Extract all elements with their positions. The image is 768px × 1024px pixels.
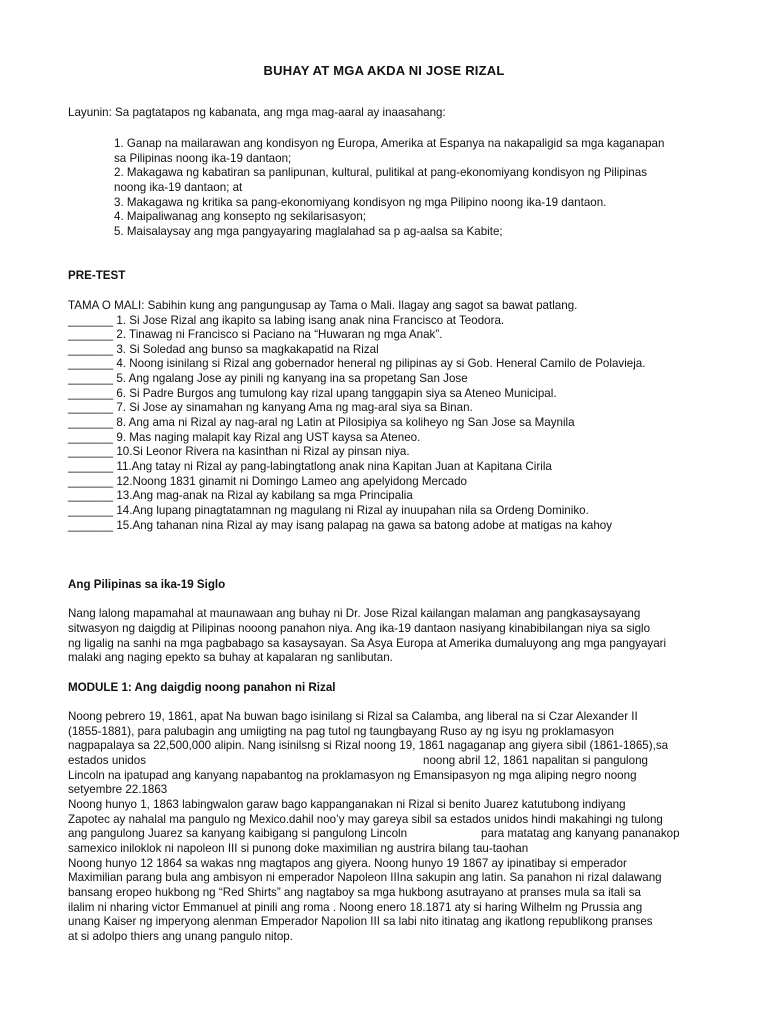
paragraph-line: Nang lalong mapamahal at maunawaan ang buhay ni Dr. Jose Rizal kailangan malaman ang pangkasaysayang: [68, 607, 641, 620]
paragraph-line: Noong pebrero 19, 1861, apat Na buwan bago isinilang si Rizal sa Calamba, ang liberal na si Czar Alexander II: [68, 710, 638, 723]
pretest-instructions: TAMA O MALI: Sabihin kung ang pangungusap ay Tama o Mali. Ilagay ang sagot sa bawat patlang.: [68, 299, 578, 312]
paragraph-line: sitwasyon ng daigdig at Pilipinas nooong panahon niya. Ang ika-19 dantaon nasiyang kinabibilangan niya sa siglo: [68, 622, 651, 635]
pretest-item: _______ 1. Si Jose Rizal ang ikapito sa labing isang anak nina Francisco at Teodora.: [68, 314, 505, 327]
pretest-item: _______ 5. Ang ngalang Jose ay pinili ng kanyang ina sa propetang San Jose: [68, 372, 468, 385]
paragraph-line: ang pangulong Juarez sa kanyang kaibigang si pangulong Lincoln: [68, 827, 408, 840]
paragraph-line: malaki ang naging epekto sa buhay at kapalaran ng sanlibutan.: [68, 651, 393, 664]
module-heading: MODULE 1: Ang daigdig noong panahon ni Rizal: [68, 681, 336, 694]
goal-line: 5. Maisalaysay ang mga pangyayaring maglalahad sa p ag-aalsa sa Kabite;: [114, 225, 503, 238]
paragraph-line: Zapotec ay nahalal ma pangulo ng Mexico.dahil noo’y may gareya sibil sa estados unidos hindi makahingi ng tulong: [68, 813, 663, 826]
paragraph-line: Noong hunyo 12 1864 sa wakas nng magtapos ang giyera. Noong hunyo 19 1867 ay ipinatibay si emperador: [68, 857, 627, 870]
paragraph-line: noong abril 12, 1861 napalitan si pangulong: [423, 754, 648, 767]
paragraph-line: estados unidos: [68, 754, 146, 767]
paragraph-line: unang Kaiser ng imperyong alenman Emperador Napolion III sa labi nito itinatag ang ikatlong republikong pranses: [68, 915, 653, 928]
goal-line: 3. Makagawa ng kritika sa pang-ekonomiyang kondisyon ng mga Pilipino noong ika-19 dantaon.: [114, 196, 607, 209]
goal-line: 2. Makagawa ng kabatiran sa panlipunan, kultural, pulitikal at pang-ekonomiyang kondisyon ng Pilipinas: [114, 166, 648, 179]
paragraph-line: ng ligalig na sanhi na mga pagbabago sa kasaysayan. Sa Asya Europa at Amerika dumaluyong ang mga pangyayari: [68, 637, 667, 650]
pretest-item: _______ 7. Si Jose ay sinamahan ng kanyang Ama ng mag-aral siya sa Binan.: [68, 401, 473, 414]
paragraph-line: (1855-1881), para palubagin ang umiigting na pag tutol ng taungbayang Ruso ay ng isyu ng proklamasyon: [68, 725, 614, 738]
pretest-item: _______ 9. Mas naging malapit kay Rizal ang UST kaysa sa Ateneo.: [68, 431, 421, 444]
pretest-item: _______ 10.Si Leonor Rivera na kasinthan ni Rizal ay pinsan niya.: [68, 445, 410, 458]
paragraph-line: Lincoln na ipatupad ang kanyang napabantog na proklamasyon ng Emansipasyon ng mga aliping negro noong: [68, 769, 637, 782]
layunin-intro: Layunin: Sa pagtatapos ng kabanata, ang mga mag-aaral ay inaasahang:: [68, 106, 446, 119]
paragraph-line: Noong hunyo 1, 1863 labingwalon garaw bago kappanganakan ni Rizal si benito Juarez katutubong indiyang: [68, 798, 626, 811]
paragraph-line: ilalim ni nharing victor Emmanuel at pinili ang roma . Noong enero 18.1871 aty si haring Wilhelm ng Prussia ang: [68, 901, 643, 914]
goal-line: sa Pilipinas noong ika-19 dantaon;: [114, 152, 292, 165]
pretest-heading: PRE-TEST: [68, 269, 126, 282]
paragraph-line: Maximilian parang bula ang ambisyon ni emperador Napoleon IIIna sakupin ang latin. Sa panahon ni rizal dalawang: [68, 871, 662, 884]
goal-line: 1. Ganap na mailarawan ang kondisyon ng Europa, Amerika at Espanya na nakapaligid sa mga kaganapan: [114, 137, 665, 150]
section-heading: Ang Pilipinas sa ika-19 Siglo: [68, 578, 226, 591]
pretest-item: _______ 3. Si Soledad ang bunso sa magkakapatid na Rizal: [68, 343, 379, 356]
pretest-item: _______ 14.Ang lupang pinagtatamnan ng magulang ni Rizal ay inuupahan nila sa Ordeng Dominiko.: [68, 504, 589, 517]
paragraph-line: bansang eropeo hukbong ng “Red Shirts” ang nagtaboy sa mga hukbong asutrayano at pranses mula sa itali sa: [68, 886, 641, 899]
paragraph-line: setyembre 22.1863: [68, 783, 168, 796]
paragraph-line: nagpapalaya sa 22,500,000 alipin. Nang isinilsng si Rizal noong 19, 1861 nagaganap ang giyera sibil (1861-1865),sa: [68, 739, 669, 752]
pretest-item: _______ 2. Tinawag ni Francisco si Paciano na “Huwaran ng mga Anak”.: [68, 328, 443, 341]
goal-line: noong ika-19 dantaon; at: [114, 181, 243, 194]
pretest-item: _______ 12.Noong 1831 ginamit ni Domingo Lameo ang apelyidong Mercado: [68, 475, 467, 488]
pretest-item: _______ 11.Ang tatay ni Rizal ay pang-labingtatlong anak nina Kapitan Juan at Kapitana Cirila: [68, 460, 552, 473]
paragraph-line: at si adolpo thiers ang unang pangulo nitop.: [68, 930, 293, 943]
pretest-item: _______ 15.Ang tahanan nina Rizal ay may isang palapag na gawa sa batong adobe at matigas na kahoy: [68, 519, 613, 532]
paragraph-line: para matatag ang kanyang pananakop: [481, 827, 680, 840]
document-title: BUHAY AT MGA AKDA NI JOSE RIZAL: [263, 63, 505, 78]
pretest-item: _______ 6. Si Padre Burgos ang tumulong kay rizal upang tanggapin siya sa Ateneo Municipal.: [68, 387, 557, 400]
pretest-item: _______ 4. Noong isinilang si Rizal ang gobernador heneral ng pilipinas ay si Gob. Heneral Camilo de Polavieja.: [68, 357, 646, 370]
pretest-item: _______ 13.Ang mag-anak na Rizal ay kabilang sa mga Principalia: [68, 489, 413, 502]
goal-line: 4. Maipaliwanag ang konsepto ng sekilarisasyon;: [114, 210, 366, 223]
paragraph-line: samexico iniloklok ni napoleon III si punong doke maximilian ng austrira bilang tau-taohan: [68, 842, 529, 855]
pretest-item: _______ 8. Ang ama ni Rizal ay nag-aral ng Latin at Pilosipiya sa koliheyo ng San Jose sa Maynila: [68, 416, 575, 429]
